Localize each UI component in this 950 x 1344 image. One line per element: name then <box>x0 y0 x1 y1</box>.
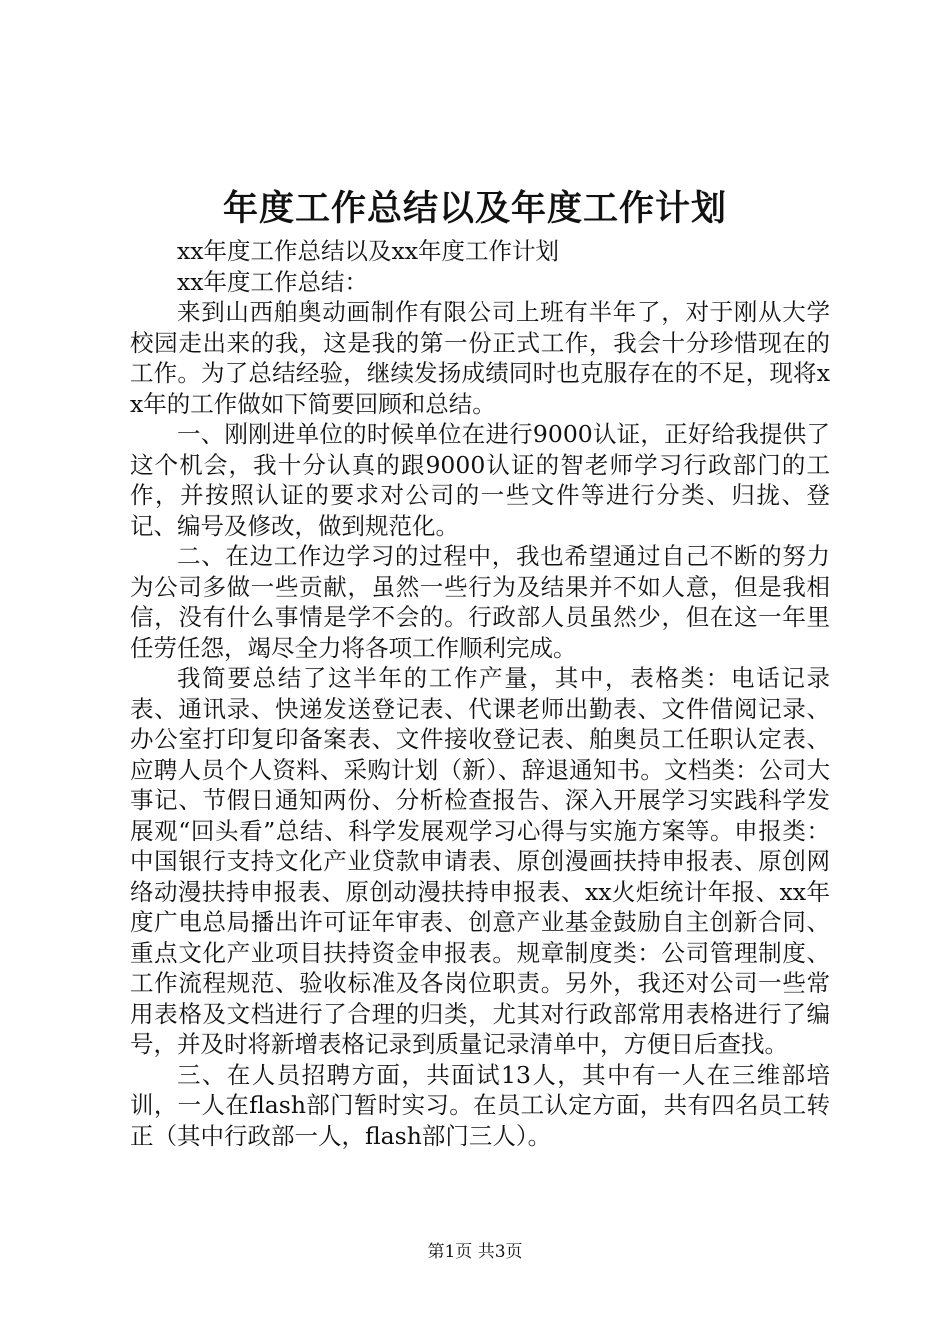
document-title: 年度工作总结以及年度工作计划 <box>222 188 727 229</box>
document-body <box>130 236 830 1151</box>
page-footer: 第1页 共3页 <box>427 1242 523 1262</box>
paragraph-item-1: 一、刚刚进单位的时候单位在进行9000认证，正好给我提供了这个机会，我十分认真的跟9000认证的智老师学习行政部门的工作，并按照认证的要求对公司的一些文件等进行分类、归拢、登记、编号及修改，做到规范化。 <box>130 420 830 540</box>
paragraph-item-3: 三、在人员招聘方面，共面试13人，其中有一人在三维部培训，一人在flash部门暂时实习。在员工认定方面，共有四名员工转正（其中行政部一人，flash部门三人）。 <box>130 1060 830 1150</box>
paragraph-work-output: 我简要总结了这半年的工作产量，其中，表格类：电话记录表、通讯录、快递发送登记表、代课老师出勤表、文件借阅记录、办公室打印复印备案表、文件接收登记表、舶奥员工任职认定表、应聘人员个人资料、采购计划（新）、辞退通知书。文档类：公司大事记、节假日通知两份、分析检查报告、深入开展学习实践科学发展观“回头看”总结、科学发展观学习心得与实施方案等。申报类：中国银行支持文化产业贷款申请表、原创漫画扶持申报表、原创网络动漫扶持申报表、原创动漫扶持申报表、xx火炬统计年报、xx年度广电总局播出许可证年审表、创意产业基金鼓励自主创新合同、重点文化产业项目扶持资金申报表。规章制度类：公司管理制度、工作流程规范、验收标准及各岗位职责。另外，我还对公司一些常用表格及文档进行了合理的归类，尤其对行政部常用表格进行了编号，并及时将新增表格记录到质量记录清单中，方便日后查找。 <box>130 664 830 1058</box>
paragraph-section-heading: xx年度工作总结： <box>177 267 369 296</box>
paragraph-item-2: 二、在边工作边学习的过程中，我也希望通过自己不断的努力为公司多做一些贡献，虽然一些行为及结果并不如人意，但是我相信，没有什么事情是学不会的。行政部人员虽然少，但在这一年里任劳任怨，竭尽全力将各项工作顺利完成。 <box>130 542 830 662</box>
paragraph-intro: 来到山西舶奥动画制作有限公司上班有半年了，对于刚从大学校园走出来的我，这是我的第一份正式工作，我会十分珍惜现在的工作。为了总结经验，继续发扬成绩同时也克服存在的不足，现将xx年的工作做如下简要回顾和总结。 <box>130 298 830 418</box>
paragraph-subtitle: xx年度工作总结以及xx年度工作计划 <box>177 237 560 265</box>
